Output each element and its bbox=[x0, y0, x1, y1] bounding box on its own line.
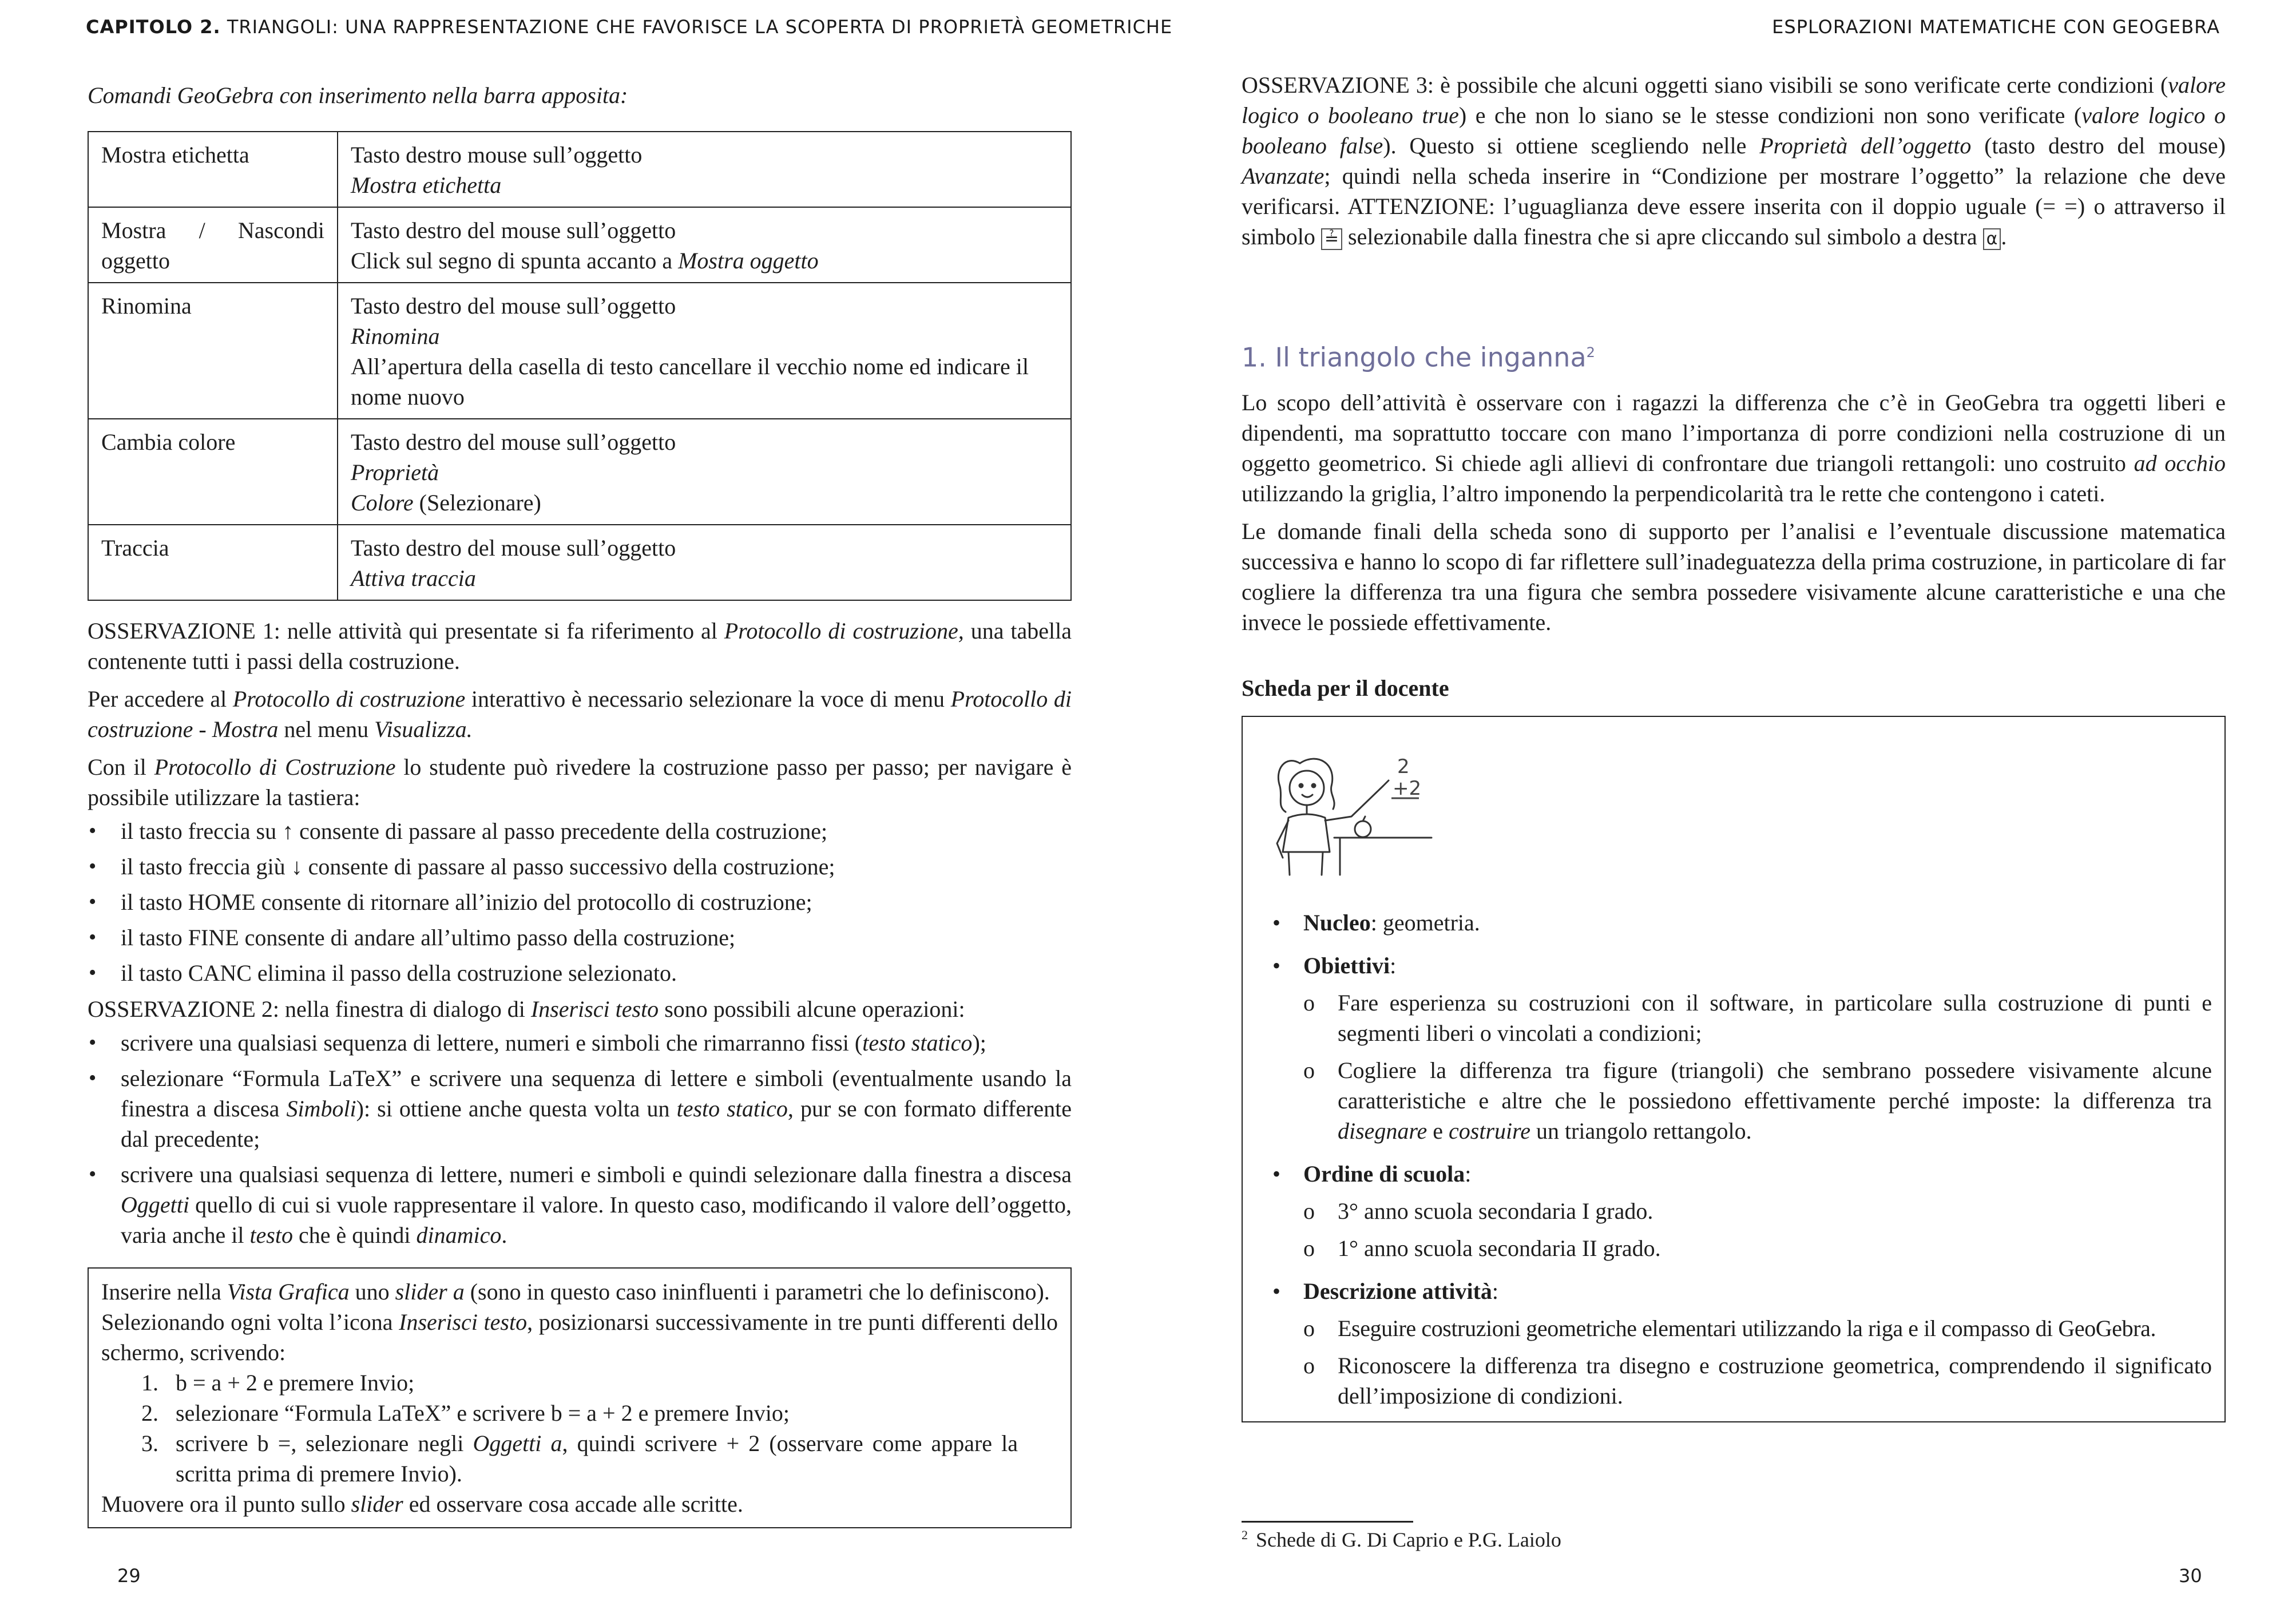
action-cell: Tasto destro del mouse sull’oggetto Attiva traccia bbox=[338, 525, 1071, 600]
boolean-equal-symbol-icon: ≟ bbox=[1321, 228, 1342, 250]
table-row bbox=[88, 419, 1071, 525]
box-paragraph: Muovere ora il punto sullo slider ed osservare cosa accade alle scritte. bbox=[101, 1491, 743, 1517]
commands-table bbox=[88, 131, 1072, 601]
action-cell: Tasto destro mouse sull’oggetto Mostra etichetta bbox=[338, 132, 1071, 207]
list-item: • selezionare “Formula LaTeX” e scrivere una sequenza di lettere e simboli (eventualmente usando la finestra a discesa Simboli): si ottiene anche questa volta un testo statico, pur se con formato differente dal precedente; bbox=[88, 1063, 1072, 1154]
objectives-list bbox=[1303, 988, 2212, 1146]
teacher-sheet-title: Scheda per il docente bbox=[1242, 675, 1449, 701]
command-cell: Traccia bbox=[88, 525, 338, 600]
table-row bbox=[88, 207, 1071, 283]
teacher-sheet-list bbox=[1255, 907, 2212, 1411]
table-row bbox=[88, 132, 1071, 207]
list-item: • il tasto freccia giù ↓ consente di passare al passo successivo della costruzione; bbox=[88, 851, 1072, 882]
list-item: o Riconoscere la differenza tra disegno e costruzione geometrica, comprendendo il significato dell’imposizione di condizioni. bbox=[1303, 1353, 2212, 1409]
activity-box bbox=[88, 1267, 1072, 1528]
footnote-rule bbox=[1242, 1521, 1413, 1523]
action-cell: Tasto destro del mouse sull’oggetto Proprietà Colore (Selezionare) bbox=[338, 419, 1071, 525]
list-item: 3. scrivere b =, selezionare negli Oggetti a, quindi scrivere + 2 (osservare come appare la scritta prima di premere Invio). bbox=[141, 1430, 1018, 1487]
command-cell: Mostra etichetta bbox=[88, 132, 338, 207]
board-number: +2 bbox=[1393, 777, 1422, 800]
footnote-ref: 2 bbox=[1586, 344, 1595, 360]
text-operations-list bbox=[88, 1028, 1072, 1250]
footnote: $^2$ Schede di G. Di Caprio e P.G. Laiolo bbox=[1242, 1528, 1561, 1551]
list-item: o Fare esperienza su costruzioni con il software, in particolare sulla costruzione di punti e segmenti liberi o vincolati a condizioni; bbox=[1303, 990, 2212, 1047]
list-item: o Cogliere la differenza tra figure (triangoli) che sembrano possedere visivamente alcune caratteristiche e altre che le possiedono effettivamente perché imposte: la differenza tra disegnare e costruire un triangolo rettangolo. bbox=[1303, 1057, 2212, 1144]
box-paragraph: Inserire nella Vista Grafica uno slider a (sono in questo caso ininfluenti i parametri che lo definiscono). bbox=[101, 1279, 1050, 1305]
table-caption: Comandi GeoGebra con inserimento nella barra apposita: bbox=[88, 82, 628, 108]
intro-paragraph: Lo scopo dell’attività è osservare con i ragazzi la differenza che c’è in GeoGebra tra oggetti liberi e dipendenti, ma soprattutto toccare con mano l’importanza di porre condizioni nella costruzione di un oggetto geometrico. Si chiede agli allievi di confrontare due triangoli rettangoli: uno costruito ad occhio utilizzando la griglia, l’altro imponendo la perpendicolarità tra le rette che contengono i cateti. bbox=[1242, 390, 2226, 507]
action-cell: Tasto destro del mouse sull’oggetto Click sul segno di spunta accanto a Mostra oggetto bbox=[338, 207, 1071, 283]
page-number-right: 30 bbox=[2179, 1565, 2202, 1587]
observation-3: OSSERVAZIONE 3: è possibile che alcuni oggetti siano visibili se sono verificate certe condizioni (valore logico o booleano true) e che non lo siano se le stesse condizioni non sono verificate (valore logico o booleano false). Questo si ottiene scegliendo nelle Proprietà dell’oggetto (tasto destro del mouse) Avanzate; quindi nella scheda inserire in “Condizione per mostrare l’oggetto” la relazione che deve verificarsi. ATTENZIONE: l’uguaglianza deve essere inserita con il doppio uguale (= =) o attraverso il simbolo ≟ selezionabile dalla finestra che si apre cliccando sul simbolo a destra α . bbox=[1242, 72, 2226, 249]
list-item-ordine: • Ordine di scuola: o 3° anno scuola secondaria I grado. o 1° anno scuola secondaria II grado. bbox=[1255, 1159, 2212, 1263]
intro-paragraph: Le domande finali della scheda sono di supporto per l’analisi e l’eventuale discussione matematica successiva e hanno lo scopo di far riflettere sull’inadeguatezza della prima costruzione, in particolare di far cogliere la differenza tra una figura che sembra possedere visivamente alcune caratteristiche e una che invece le possiede effettivamente. bbox=[1242, 518, 2226, 636]
alpha-symbol-icon: α bbox=[1983, 228, 2001, 250]
list-item: • il tasto FINE consente di andare all’ultimo passo della costruzione; bbox=[88, 922, 1072, 953]
description-list bbox=[1303, 1313, 2212, 1411]
page-number-left: 29 bbox=[117, 1565, 141, 1587]
steps-list bbox=[101, 1368, 1058, 1489]
command-cell: Rinomina bbox=[88, 283, 338, 419]
right-page bbox=[1242, 70, 2226, 1422]
list-item: o Eseguire costruzioni geometriche elementari utilizzando la riga e il compasso di GeoGebra. bbox=[1303, 1315, 2156, 1342]
list-item-obiettivi: • Obiettivi: o Fare esperienza su costruzioni con il software, in particolare sulla costruzione di punti e segmenti liberi o vincolati a condizioni; o Cogliere la differenza tra figure (triangoli) che sembrano possedere visivamente alcune caratteristiche e altre che le possiedono effettivamente perché imposte: la differenza tra disegnare e costruire un triangolo rettangolo. bbox=[1255, 950, 2212, 1146]
list-item-nucleo: • Nucleo: geometria. bbox=[1255, 907, 2212, 938]
section-title: 1. Il triangolo che inganna$^2$ bbox=[1242, 342, 1595, 373]
teacher-illustration-icon bbox=[1266, 738, 1437, 881]
observation-2: OSSERVAZIONE 2: nella finestra di dialogo di Inserisci testo sono possibili alcune operazioni: bbox=[88, 996, 965, 1022]
list-item: • scrivere una qualsiasi sequenza di lettere, numeri e simboli e quindi selezionare dalla finestra a discesa Oggetti quello di cui si vuole rappresentare il valore. In questo caso, modificando il valore dell’oggetto, varia anche il testo che è quindi dinamico. bbox=[88, 1159, 1072, 1250]
paragraph-protocol-access: Per accedere al Protocollo di costruzione interattivo è necessario selezionare la voce di menu Protocollo di costruzione - Mostra nel menu Visualizza. bbox=[88, 686, 1072, 742]
list-item: 1. b = a + 2 e premere Invio; bbox=[141, 1370, 415, 1396]
list-item: o 1° anno scuola secondaria II grado. bbox=[1303, 1235, 1661, 1262]
list-item: • il tasto CANC elimina il passo della costruzione selezionato. bbox=[88, 958, 1072, 988]
table-row bbox=[88, 525, 1071, 600]
chapter-label: CAPITOLO 2. bbox=[86, 16, 221, 38]
teacher-sheet-box bbox=[1242, 716, 2226, 1422]
list-item: o 3° anno scuola secondaria I grado. bbox=[1303, 1198, 1653, 1224]
list-item: • il tasto freccia su ↑ consente di passare al passo precedente della costruzione; bbox=[88, 816, 1072, 846]
box-paragraph: Selezionando ogni volta l’icona Inserisci testo, posizionarsi successivamente in tre punti differenti dello schermo, scrivendo: bbox=[101, 1309, 1058, 1365]
running-header-left bbox=[86, 16, 1172, 38]
keyboard-list bbox=[88, 816, 1072, 988]
left-page bbox=[88, 80, 1072, 1528]
board-number: 2 bbox=[1397, 755, 1410, 779]
command-cell: Mostra / Nascondi oggetto bbox=[88, 207, 338, 283]
list-item-descrizione: • Descrizione attività: o Eseguire costruzioni geometriche elementari utilizzando la riga e il compasso di GeoGebra. o Riconoscere la differenza tra disegno e costruzione geometrica, comprendendo il significato dell’imposizione di condizioni. bbox=[1255, 1276, 2212, 1411]
table-row bbox=[88, 283, 1071, 419]
chapter-title: TRIANGOLI: UNA RAPPRESENTAZIONE CHE FAVORISCE LA SCOPERTA DI PROPRIETÀ GEOMETRICHE bbox=[220, 16, 1173, 38]
observation-1: OSSERVAZIONE 1: nelle attività qui presentate si fa riferimento al Protocollo di costruzione, una tabella contenente tutti i passi della costruzione. bbox=[88, 618, 1072, 674]
paragraph-protocol-navigation: Con il Protocollo di Costruzione lo studente può rivedere la costruzione passo per passo; per navigare è possibile utilizzare la tastiera: bbox=[88, 754, 1072, 810]
action-cell: Tasto destro del mouse sull’oggetto Rinomina All’apertura della casella di testo cancellare il vecchio nome ed indicare il nome nuovo bbox=[338, 283, 1071, 419]
school-level-list bbox=[1303, 1196, 2212, 1263]
running-header-right: ESPLORAZIONI MATEMATICHE CON GEOGEBRA bbox=[1772, 16, 2220, 38]
list-item: 2. selezionare “Formula LaTeX” e scrivere b = a + 2 e premere Invio; bbox=[141, 1400, 790, 1426]
list-item: • scrivere una qualsiasi sequenza di lettere, numeri e simboli che rimarranno fissi (testo statico); bbox=[88, 1028, 1072, 1058]
command-cell: Cambia colore bbox=[88, 419, 338, 525]
list-item: • il tasto HOME consente di ritornare all’inizio del protocollo di costruzione; bbox=[88, 887, 1072, 917]
